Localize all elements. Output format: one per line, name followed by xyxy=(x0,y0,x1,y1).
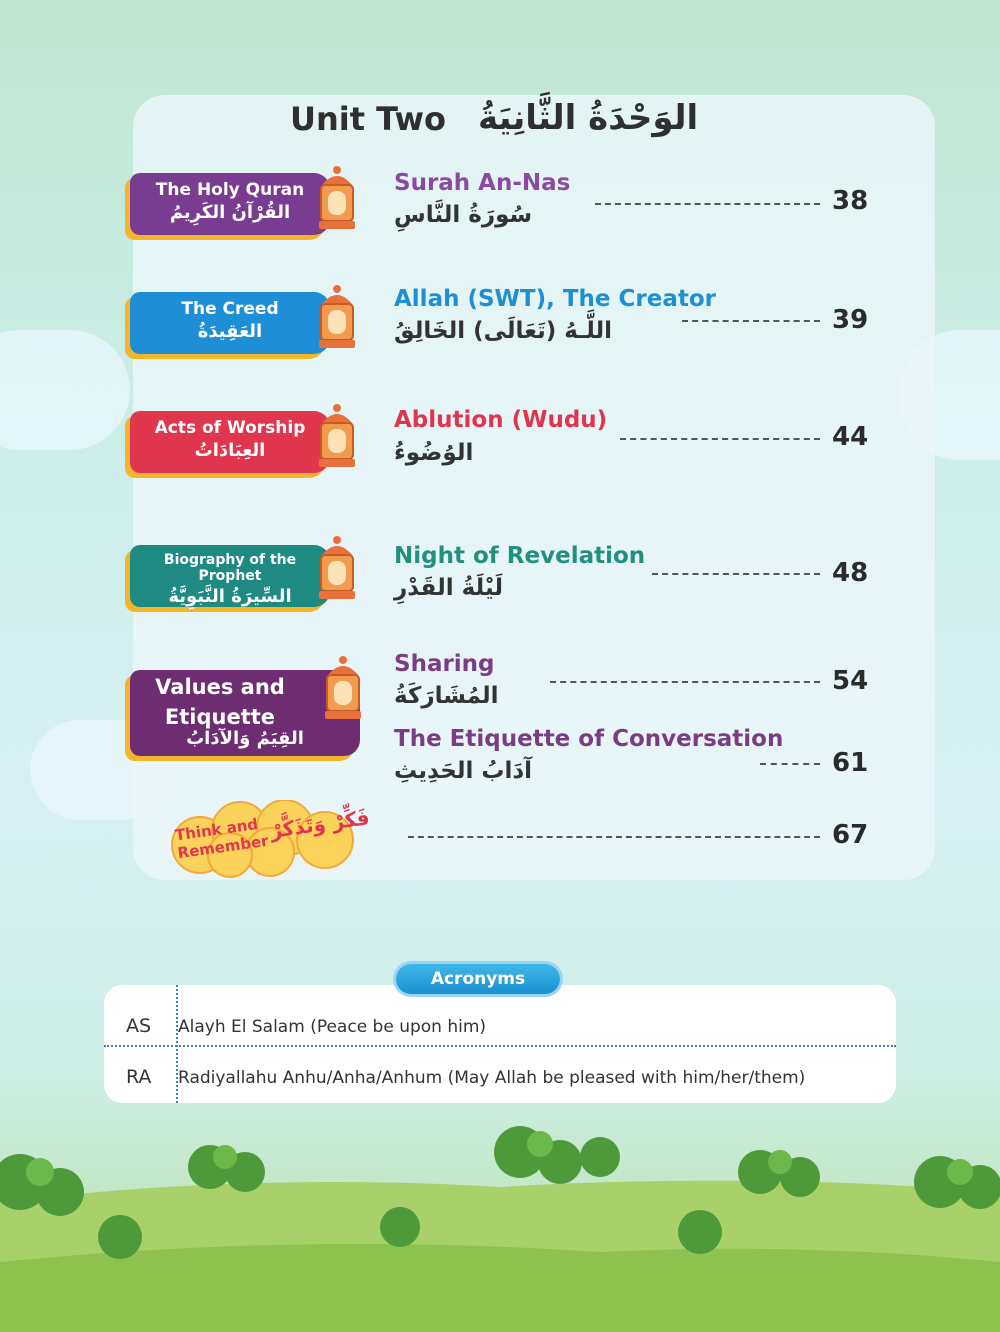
tag-label-en: Values and Etiquette xyxy=(155,675,285,729)
page-number: 39 xyxy=(832,305,869,335)
category-tag-holy-quran xyxy=(130,173,330,235)
acronym-code: AS xyxy=(126,1015,152,1037)
acronym-meaning: Alayh El Salam (Peace be upon him) xyxy=(178,1017,487,1037)
lesson-title-en: Ablution (Wudu) xyxy=(394,407,608,433)
lesson-title-ar: آدَابُ الحَدِيثِ xyxy=(394,758,533,784)
acronym-code: RA xyxy=(126,1066,152,1088)
page-number: 38 xyxy=(832,186,869,216)
lantern-icon xyxy=(318,655,368,725)
acronyms-heading: Acronyms xyxy=(396,964,560,994)
acronym-meaning: Radiyallahu Anhu/Anha/Anhum (May Allah be pleased with him/her/them) xyxy=(178,1068,806,1088)
grass-scene xyxy=(0,1112,1000,1332)
dot-leader xyxy=(620,438,820,440)
page-number: 61 xyxy=(832,748,869,778)
acronyms-table xyxy=(104,985,896,1103)
dot-leader xyxy=(595,203,820,205)
dot-leader xyxy=(652,573,820,575)
dot-leader xyxy=(550,681,820,683)
page-number: 54 xyxy=(832,666,869,696)
lesson-title-ar: المُشَارَكَةُ xyxy=(394,683,499,709)
category-tag-acts-of-worship xyxy=(130,411,330,473)
lesson-title-en: The Etiquette of Conversation xyxy=(394,726,784,752)
lesson-title-ar: لَيْلَةُ القَدْرِ xyxy=(394,575,503,601)
tag-label-ar: العِبَادَاتُ xyxy=(194,440,266,461)
tag-label-en: Biography of the Prophet xyxy=(163,552,297,584)
lesson-title-ar: سُورَةُ النَّاسِ xyxy=(394,202,533,228)
tag-label-ar: القِيَمُ وَالآدَابُ xyxy=(186,728,304,749)
lesson-title-en: Sharing xyxy=(394,651,495,677)
category-tag-creed xyxy=(130,292,330,354)
dot-leader xyxy=(682,320,820,322)
tag-label-ar: العَقِيدَةُ xyxy=(197,321,263,342)
unit-title-arabic: الوَحْدَةُ الثَّانِيَةُ xyxy=(478,98,699,138)
unit-title: Unit Two xyxy=(290,100,447,138)
page-number: 67 xyxy=(832,820,869,850)
tag-label-ar: القُرْآنُ الكَرِيمُ xyxy=(169,202,291,223)
dot-leader xyxy=(760,763,820,765)
tag-label-en: The Holy Quran xyxy=(155,180,305,200)
lesson-title-ar: الوُضُوءُ xyxy=(394,440,474,466)
row-divider xyxy=(104,1045,896,1047)
lantern-icon xyxy=(312,284,362,354)
page-number: 44 xyxy=(832,422,869,452)
lesson-title-en: Night of Revelation xyxy=(394,543,646,569)
lesson-title-ar: اللَّـهُ (تَعَالَى) الخَالِقُ xyxy=(394,318,613,344)
lantern-icon xyxy=(312,403,362,473)
category-tag-biography xyxy=(130,545,330,607)
background-cloud xyxy=(0,330,130,450)
tag-label-en: The Creed xyxy=(181,299,279,319)
think-remember-label-en: Think and Remember xyxy=(173,814,270,863)
dot-leader xyxy=(408,836,820,838)
tag-label-ar: السِّيرَةُ النَّبَوِيَّةُ xyxy=(168,586,292,607)
lesson-title-en: Surah An-Nas xyxy=(394,170,571,196)
page-number: 48 xyxy=(832,558,869,588)
lantern-icon xyxy=(312,535,362,605)
think-remember-label-ar: فَكِّرْ وَتَذَكَّرْ xyxy=(268,805,371,843)
tag-label-en: Acts of Worship xyxy=(154,418,306,438)
lantern-icon xyxy=(312,165,362,235)
lesson-title-en: Allah (SWT), The Creator xyxy=(394,286,717,312)
